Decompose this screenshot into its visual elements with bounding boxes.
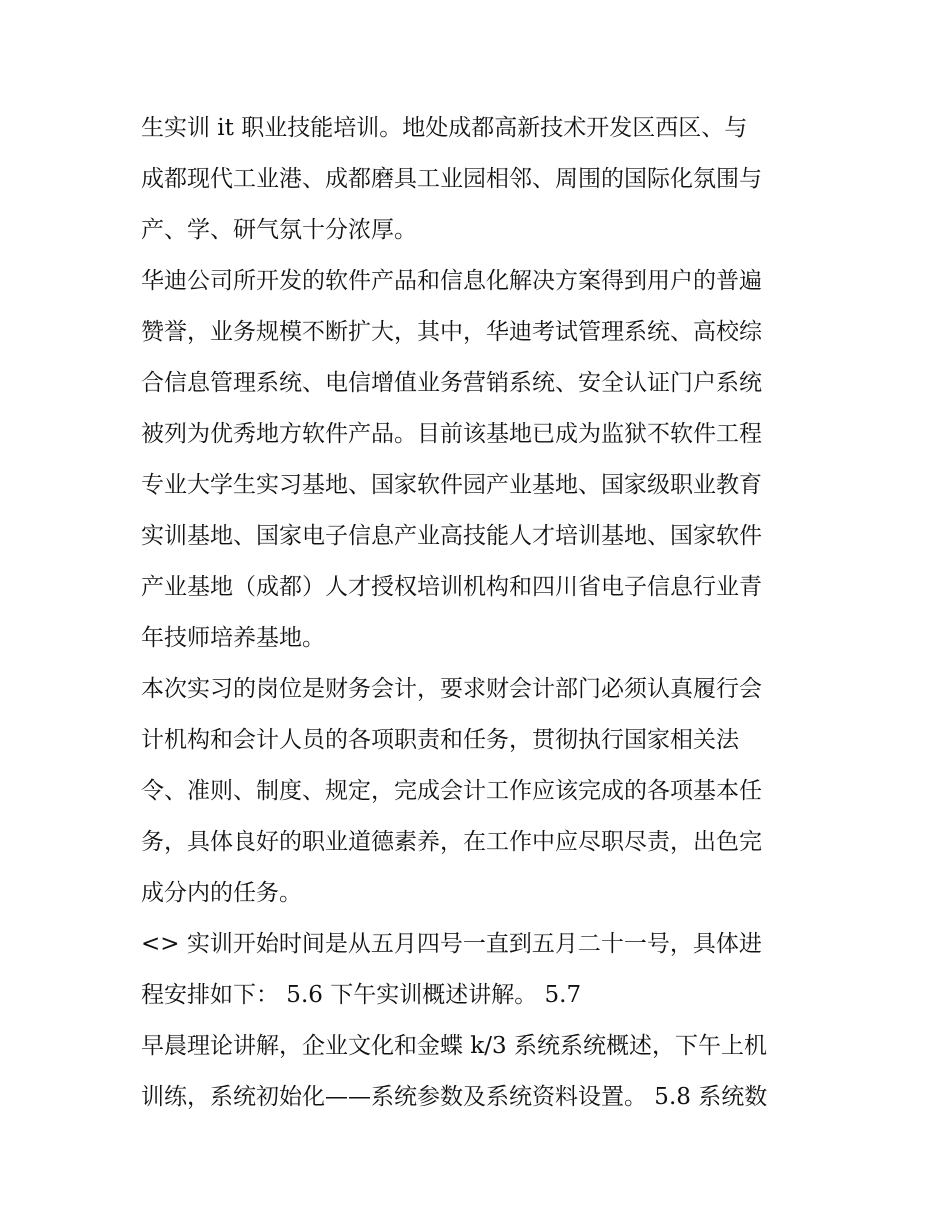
text-line: 合信息管理系统、电信增值业务营销系统、安全认证门户系统 (141, 370, 762, 396)
text-line: 实训基地、国家电子信息产业高技能人才培训基地、国家软件 (141, 523, 762, 549)
text-line: 程安排如下： 5.6 下午实训概述讲解。 5.7 (141, 982, 582, 1008)
text-line: 华迪公司所开发的软件产品和信息化解决方案得到用户的普遍 (141, 268, 762, 294)
text-line: 训练，系统初始化——系统参数及系统资料设置。 5.8 系统数 (141, 1084, 768, 1110)
text-line: 计机构和会计人员的各项职责和任务，贯彻执行国家相关法 (141, 727, 739, 753)
text-line: 早晨理论讲解，企业文化和金蝶 k/3 系统系统概述，下午上机 (141, 1033, 767, 1059)
text-line: 年技师培养基地。 (141, 625, 325, 651)
text-line: 成分内的任务。 (141, 880, 302, 906)
text-line: 被列为优秀地方软件产品。目前该基地已成为监狱不软件工程 (141, 421, 762, 447)
text-line: <> 实训开始时间是从五月四号一直到五月二十一号，具体进 (141, 931, 762, 957)
text-line: 本次实习的岗位是财务会计，要求财会计部门必须认真履行会 (141, 676, 762, 702)
text-line: 令、准则、制度、规定，完成会计工作应该完成的各项基本任 (141, 778, 762, 804)
text-line: 赞誉，业务规模不断扩大，其中，华迪考试管理系统、高校综 (141, 319, 762, 345)
text-line: 生实训 it 职业技能培训。地处成都高新技术开发区西区、与 (141, 115, 748, 141)
text-line: 成都现代工业港、成都磨具工业园相邻、周围的国际化氛围与 (141, 166, 762, 192)
text-line: 产、学、研气氛十分浓厚。 (141, 217, 417, 243)
text-line: 专业大学生实习基地、国家软件园产业基地、国家级职业教育 (141, 472, 762, 498)
text-line: 产业基地（成都）人才授权培训机构和四川省电子信息行业青 (141, 574, 762, 600)
text-line: 务，具体良好的职业道德素养，在工作中应尽职尽责，出色完 (141, 829, 762, 855)
document-body (141, 103, 821, 1123)
